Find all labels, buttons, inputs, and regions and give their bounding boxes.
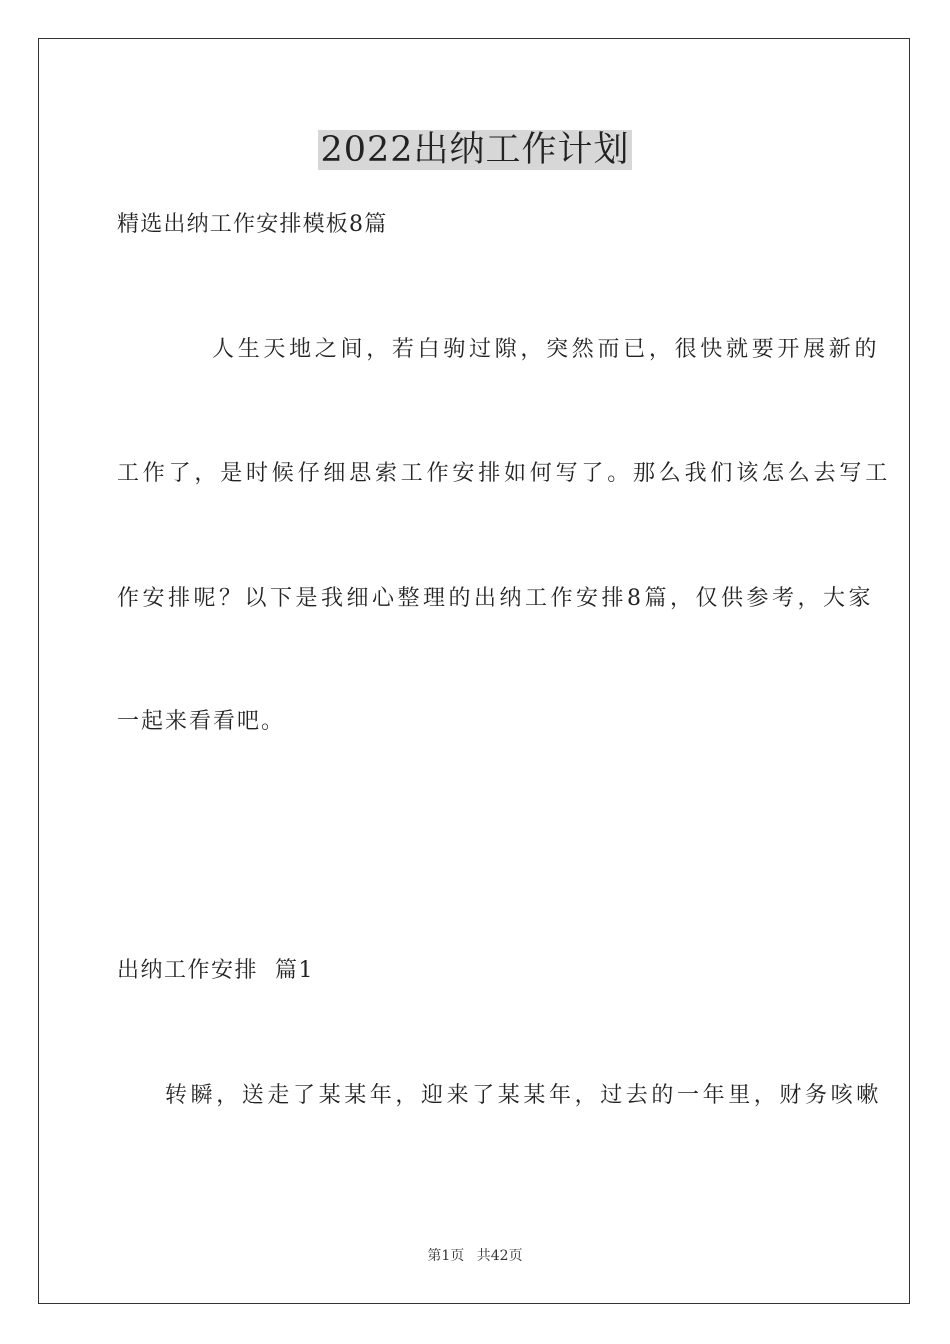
intro-line-4: 一起来看看吧。 [117, 709, 286, 734]
document-title [0, 128, 950, 172]
page-footer [0, 1246, 950, 1266]
document-title-text: 2022出纳工作计划 [320, 130, 630, 170]
page-number-total: 共42页 [476, 1248, 523, 1264]
intro-line-1: 人生天地之间，若白驹过隙，突然而已，很快就要开展新的 [212, 337, 881, 362]
document-subtitle: 精选出纳工作安排模板8篇 [117, 212, 388, 237]
section-heading: 出纳工作安排 篇1 [117, 958, 314, 983]
intro-line-3: 作安排呢？以下是我细心整理的出纳工作安排8篇，仅供参考，大家 [117, 586, 874, 611]
intro-line-2: 工作了，是时候仔细思索工作安排如何写了。那么我们该怎么去写工 [117, 461, 892, 486]
page-number-current: 第1页 [427, 1248, 465, 1264]
section-paragraph-line-1: 转瞬，送走了某某年，迎来了某某年，过去的一年里，财务咳嗽 [165, 1083, 882, 1108]
